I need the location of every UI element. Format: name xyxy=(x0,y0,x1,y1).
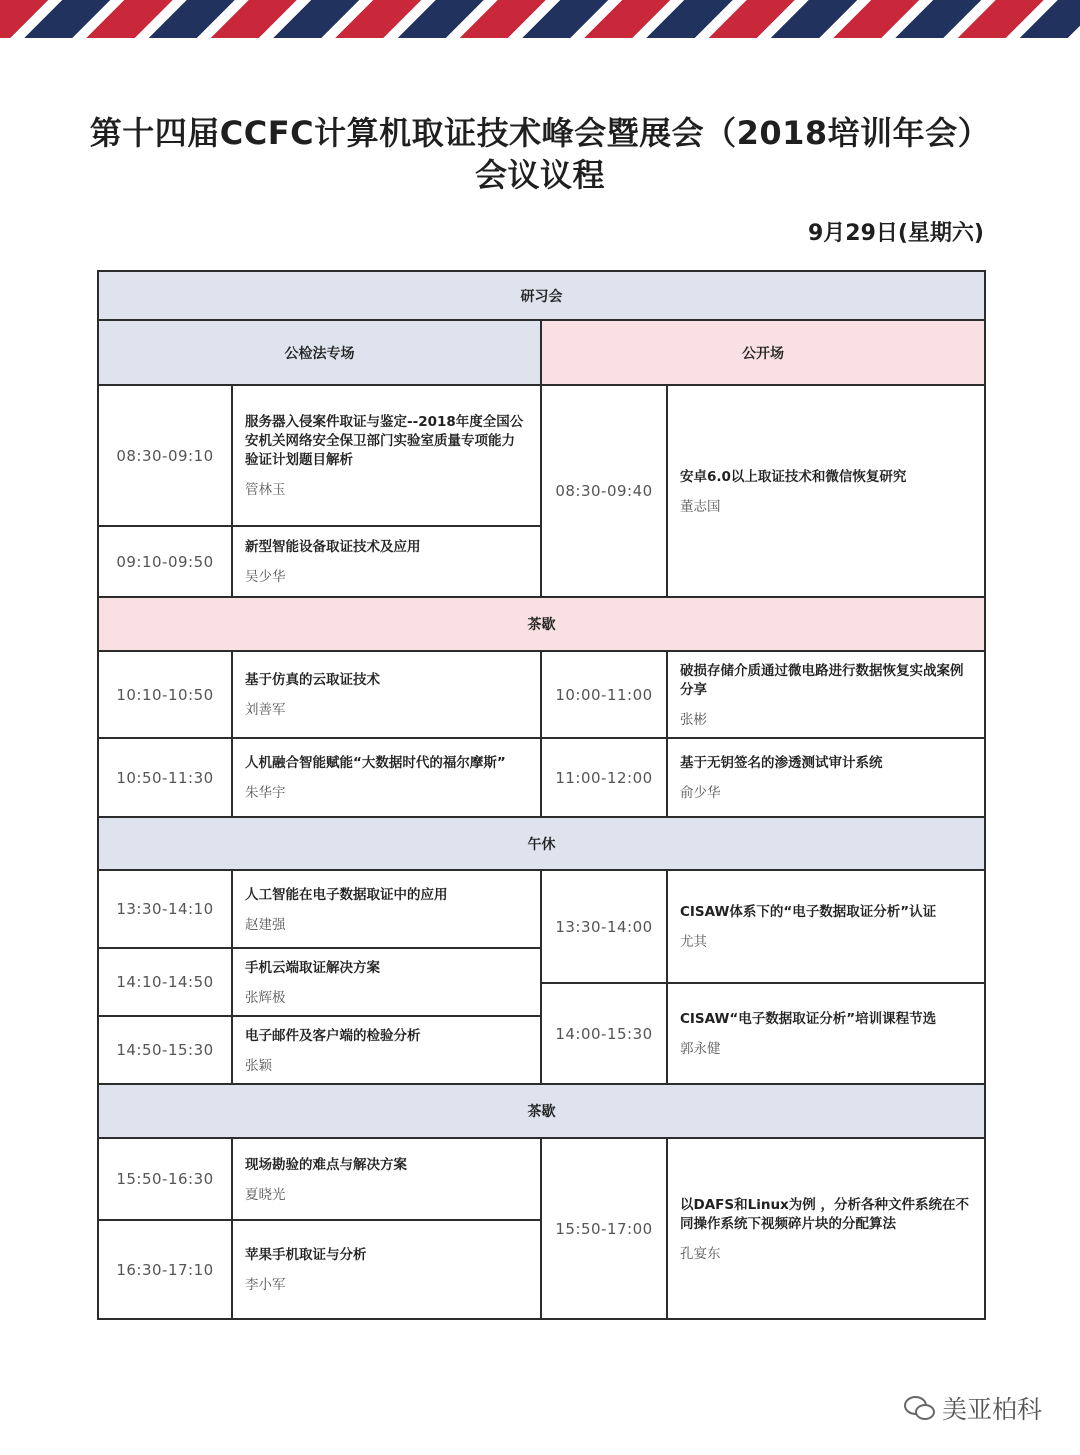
schedule-date: 9月29日(星期六) xyxy=(807,221,984,246)
session-speaker: 管林玉 xyxy=(245,482,286,498)
agenda-table xyxy=(97,270,986,1320)
session-cell xyxy=(667,983,985,1084)
break-row: 茶歇 xyxy=(98,1084,985,1138)
session-speaker: 吴少华 xyxy=(245,569,286,585)
session-time: 11:00-12:00 xyxy=(541,738,667,817)
lunch-row: 午休 xyxy=(98,817,985,870)
session-title: 以DAFS和Linux为例 ，分析各种文件系统在不同操作系统下视频碎片块的分配算法 xyxy=(680,1196,969,1232)
session-speaker: 刘善军 xyxy=(245,702,286,718)
main-header: 研习会 xyxy=(98,271,985,320)
session-time: 10:10-10:50 xyxy=(98,651,232,738)
session-title: 苹果手机取证与分析 xyxy=(245,1247,367,1263)
session-cell xyxy=(232,1138,541,1220)
session-speaker: 董志国 xyxy=(680,498,721,515)
title-line-1: 第十四届CCFC计算机取证技术峰会暨展会（2018培训年会） xyxy=(89,114,991,152)
title-line-2: 会议议程 xyxy=(474,156,605,194)
session-time: 10:50-11:30 xyxy=(98,738,232,817)
decorative-stripe-banner xyxy=(0,0,1080,38)
session-cell xyxy=(232,870,541,948)
wechat-watermark xyxy=(904,1390,1042,1426)
session-title: 电子邮件及客户端的检验分析 xyxy=(245,1027,421,1044)
session-title: 基于仿真的云取证技术 xyxy=(245,672,380,688)
session-speaker: 张辉极 xyxy=(245,989,286,1006)
session-speaker: 俞少华 xyxy=(680,785,721,801)
session-time: 08:30-09:40 xyxy=(541,385,667,597)
session-title: 手机云端取证解决方案 xyxy=(245,959,380,976)
session-time: 14:10-14:50 xyxy=(98,948,232,1016)
session-time: 13:30-14:10 xyxy=(98,870,232,948)
session-time: 09:10-09:50 xyxy=(98,526,232,597)
session-speaker: 张彬 xyxy=(680,711,707,728)
session-cell xyxy=(232,385,541,526)
session-speaker: 郭永健 xyxy=(680,1041,721,1057)
session-title: 现场勘验的难点与解决方案 xyxy=(245,1156,407,1173)
session-title: 安卓6.0以上取证技术和微信恢复研究 xyxy=(680,468,907,485)
session-time: 15:50-16:30 xyxy=(98,1138,232,1220)
session-title: 人机融合智能赋能“大数据时代的福尔摩斯” xyxy=(245,755,506,771)
session-speaker: 夏晓光 xyxy=(245,1186,286,1203)
session-time: 08:30-09:10 xyxy=(98,385,232,526)
session-cell xyxy=(232,948,541,1016)
session-cell xyxy=(232,1220,541,1319)
session-title: 服务器入侵案件取证与鉴定--2018年度全国公安机关网络安全保卫部门实验室质量专项能力验证计划题目解析 xyxy=(245,414,524,468)
session-cell xyxy=(232,738,541,817)
track-header-left: 公检法专场 xyxy=(98,320,541,385)
session-title: CISAW体系下的“电子数据取证分析”认证 xyxy=(680,904,937,920)
page-title xyxy=(0,112,1080,196)
session-cell xyxy=(667,385,985,597)
session-speaker: 孔宴东 xyxy=(680,1245,721,1262)
session-cell xyxy=(667,738,985,817)
session-title: 人工智能在电子数据取证中的应用 xyxy=(245,886,448,903)
session-time: 10:00-11:00 xyxy=(541,651,667,738)
session-cell xyxy=(667,1138,985,1319)
session-speaker: 李小军 xyxy=(245,1277,286,1293)
session-title: 破损存储介质通过微电路进行数据恢复实战案例分享 xyxy=(680,662,964,698)
session-title: 基于无钥签名的渗透测试审计系统 xyxy=(680,755,883,771)
session-title: 新型智能设备取证技术及应用 xyxy=(245,539,421,555)
session-time: 13:30-14:00 xyxy=(541,870,667,983)
session-speaker: 尤其 xyxy=(680,934,707,950)
session-time: 15:50-17:00 xyxy=(541,1138,667,1319)
session-speaker: 赵建强 xyxy=(245,916,286,933)
session-title: CISAW“电子数据取证分析”培训课程节选 xyxy=(680,1011,937,1027)
watermark-text: 美亚柏科 xyxy=(941,1395,1042,1424)
session-speaker: 张颖 xyxy=(245,1057,272,1074)
wechat-icon xyxy=(904,1396,934,1420)
session-speaker: 朱华宇 xyxy=(245,785,286,801)
session-cell xyxy=(232,526,541,597)
session-cell xyxy=(667,870,985,983)
session-cell xyxy=(232,651,541,738)
session-time: 16:30-17:10 xyxy=(98,1220,232,1319)
session-cell xyxy=(667,651,985,738)
track-header-right: 公开场 xyxy=(541,320,985,385)
break-row: 茶歇 xyxy=(98,597,985,651)
session-cell xyxy=(232,1016,541,1084)
session-time: 14:50-15:30 xyxy=(98,1016,232,1084)
session-time: 14:00-15:30 xyxy=(541,983,667,1084)
